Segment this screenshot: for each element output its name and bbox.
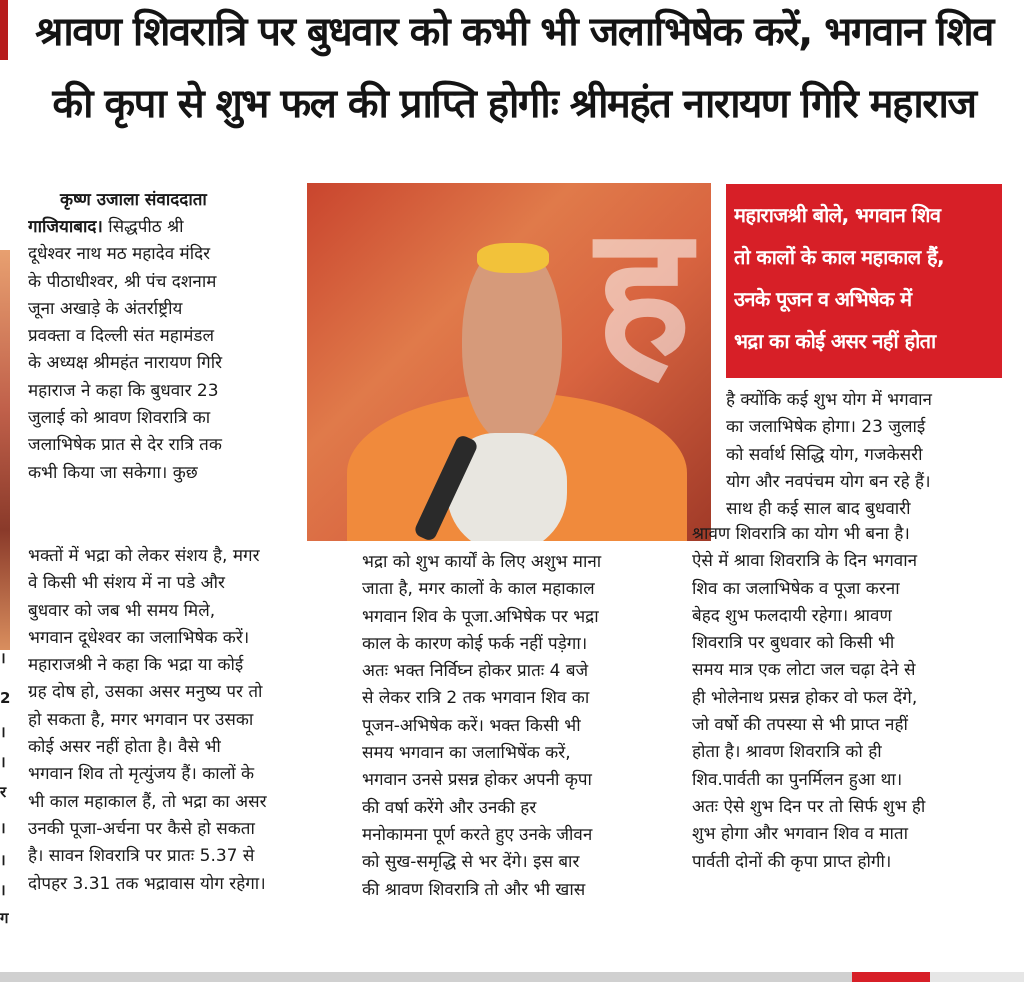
adjacent-text-stub: । [0, 753, 6, 771]
adjacent-text-stub: । [0, 649, 6, 667]
article-line: बुधवार को जब भी समय मिले, [28, 600, 216, 621]
article-line: कोई असर नहीं होता है। वैसे भी [28, 737, 221, 758]
headline-line-1: श्रावण शिवरात्रि पर बुधवार को कभी भी जलाभिषेक करें, भगवान शिव [35, 9, 993, 55]
article-line: शिव.पार्वती का पुनर्मिलन हुआ था। [692, 769, 903, 790]
article-line: भद्रा को शुभ कार्यों के लिए अशुभ माना [362, 552, 602, 572]
article-line: दूधेश्वर नाथ मठ महादेव मंदिर [28, 244, 211, 265]
article-line: पार्वती दोनों की कृपा प्राप्त होगी। [692, 851, 892, 872]
photo-face [462, 243, 562, 443]
article-line: ग्रह दोष हो, उसका असर मनुष्य पर तो [28, 682, 263, 703]
article-line: महाराजश्री ने कहा कि भद्रा या कोई [28, 655, 244, 676]
article-line: की श्रावण शिवरात्रि तो और भी खास [362, 879, 586, 900]
article-column-3-bottom [692, 521, 1006, 876]
adjacent-text-stub: र [0, 783, 7, 801]
article-line: भक्तों में भद्रा को लेकर संशय है, मगर [28, 546, 260, 566]
article-line: के पीठाधीश्वर, श्री पंच दशनाम [28, 271, 217, 292]
article-column-3-top [726, 387, 1006, 523]
article-line: है। सावन शिवरात्रि पर प्रातः 5.37 से [28, 846, 255, 867]
byline: कृष्ण उजाला संवाददाता [60, 190, 207, 210]
article-line: महाराज ने कहा कि बुधवार 23 [28, 380, 219, 401]
headline-line-2: की कृपा से शुभ फल की प्राप्ति होगीः श्रीमहंत नारायण गिरि महाराज [52, 81, 976, 127]
article-line: अतः भक्त निर्विघ्न होकर प्रातः 4 बजे [362, 661, 589, 682]
article-line: उनकी पूजा-अर्चना पर कैसे हो सकता [28, 818, 255, 839]
article-line: ऐसे में श्रावा शिवरात्रि के दिन भगवान [692, 551, 918, 572]
article-line: होता है। श्रावण शिवरात्रि को ही [692, 742, 882, 763]
photo-backdrop: ह [595, 188, 691, 397]
article-line: भगवान शिव के पूजा.अभिषेक पर भद्रा [362, 606, 599, 627]
adjacent-text-stub: । [0, 851, 6, 869]
article-line: भगवान दूधेश्वर का जलाभिषेक करें। [28, 627, 250, 648]
footer-rule-segment [0, 972, 852, 982]
dateline: गाजियाबाद। [28, 217, 103, 237]
article-line: समय मात्र एक लोटा जल चढ़ा देने से [692, 660, 916, 681]
article-line: समय भगवान का जलाभिषेंक करें, [362, 743, 571, 764]
footer-rule-accent [852, 972, 930, 982]
article-line: काल के कारण कोई फर्क नहीं पड़ेगा। [362, 633, 588, 654]
article-line: है क्योंकि कई शुभ योग में भगवान [726, 390, 932, 410]
article-line: शिव का जलाभिषेक व पूजा करना [692, 578, 900, 599]
speaker-photo [307, 183, 711, 541]
article-line: साथ ही कई साल बाद बुधवारी [726, 499, 911, 520]
article-headline [14, 4, 1014, 134]
pull-quote-line: महाराजश्री बोले, भगवान शिव [734, 203, 941, 227]
article-line: को सुख-समृद्धि से भर देंगे। इस बार [362, 852, 580, 873]
article-line: दोपहर 3.31 तक भद्रावास योग रहेगा। [28, 873, 266, 894]
article-line [28, 214, 304, 241]
article-line: वे किसी भी संशय में ना पडे और [28, 573, 225, 594]
article-line: ही भोलेनाथ प्रसन्न होकर वो फल देंगे, [692, 687, 918, 708]
article-line: प्रवक्ता व दिल्ली संत महामंडल [28, 326, 214, 347]
article-line: योग और नवपंचम योग बन रहे हैं। [726, 471, 931, 492]
adjacent-text-stub: ग [0, 909, 9, 927]
article-line: बेहद शुभ फलदायी रहेगा। श्रावण [692, 605, 892, 626]
adjacent-text-stub: । [0, 881, 6, 899]
article-line: जो वर्षो की तपस्या से भी प्राप्त नहीं [692, 715, 908, 736]
article-line: जलाभिषेक प्रात से देर रात्रि तक [28, 435, 222, 456]
adjacent-headline-fragment [0, 0, 8, 60]
article-line: शुभ होगा और भगवान शिव व माता [692, 824, 909, 845]
article-line: भगवान उनसे प्रसन्न होकर अपनी कृपा [362, 770, 592, 791]
article-line: अतः ऐसे शुभ दिन पर तो सिर्फ शुभ ही [692, 796, 926, 817]
article-line: शिवरात्रि पर बुधवार को किसी भी [692, 633, 895, 654]
pull-quote-box [726, 184, 1002, 378]
article-line: के अध्यक्ष श्रीमहंत नारायण गिरि [28, 353, 223, 374]
article-line: की वर्षा करेंगे और उनकी हर [362, 797, 537, 818]
article-column-1-top [28, 214, 304, 487]
article-column-2 [362, 549, 682, 904]
article-line: को सर्वार्थ सिद्धि योग, गजकेसरी [726, 444, 923, 465]
article-line: का जलाभिषेक होगा। 23 जुलाई [726, 417, 926, 438]
adjacent-text-stub: । [0, 723, 6, 741]
article-line: कभी किया जा सकेगा। कुछ [28, 462, 198, 483]
photo-tilak [477, 243, 549, 273]
article-line: जूना अखाड़े के अंतर्राष्ट्रीय [28, 298, 183, 319]
footer-rule-segment [930, 972, 1024, 982]
adjacent-text-stub: 2 [0, 689, 11, 707]
article-line: जाता है, मगर कालों के काल महाकाल [362, 579, 595, 600]
article-line: से लेकर रात्रि 2 तक भगवान शिव का [362, 688, 590, 709]
article-column-1-bottom [28, 543, 338, 898]
article-line: भगवान शिव तो मृत्युंजय हैं। कालों के [28, 764, 255, 785]
page-footer-rule [0, 972, 1024, 982]
article-line-text: सिद्धपीठ श्री [108, 217, 184, 237]
article-line: भी काल महाकाल हैं, तो भद्रा का असर [28, 791, 267, 812]
article-line: श्रावण शिवरात्रि का योग भी बना है। [692, 524, 910, 544]
adjacent-text-stub: । [0, 819, 6, 837]
adjacent-article-edge [0, 0, 14, 982]
pull-quote-line: उनके पूजन व अभिषेक में [734, 287, 912, 311]
article-line: पूजन-अभिषेक करें। भक्त किसी भी [362, 715, 581, 736]
pull-quote-line: तो कालों के काल महाकाल हैं, [734, 245, 945, 269]
article-line: जुलाई को श्रावण शिवरात्रि का [28, 408, 211, 429]
pull-quote-line: भद्रा का कोई असर नहीं होता [734, 329, 936, 353]
article-line: हो सकता है, मगर भगवान पर उसका [28, 709, 254, 730]
adjacent-photo-fragment [0, 250, 10, 650]
article-line: मनोकामना पूर्ण करते हुए उनके जीवन [362, 824, 593, 845]
